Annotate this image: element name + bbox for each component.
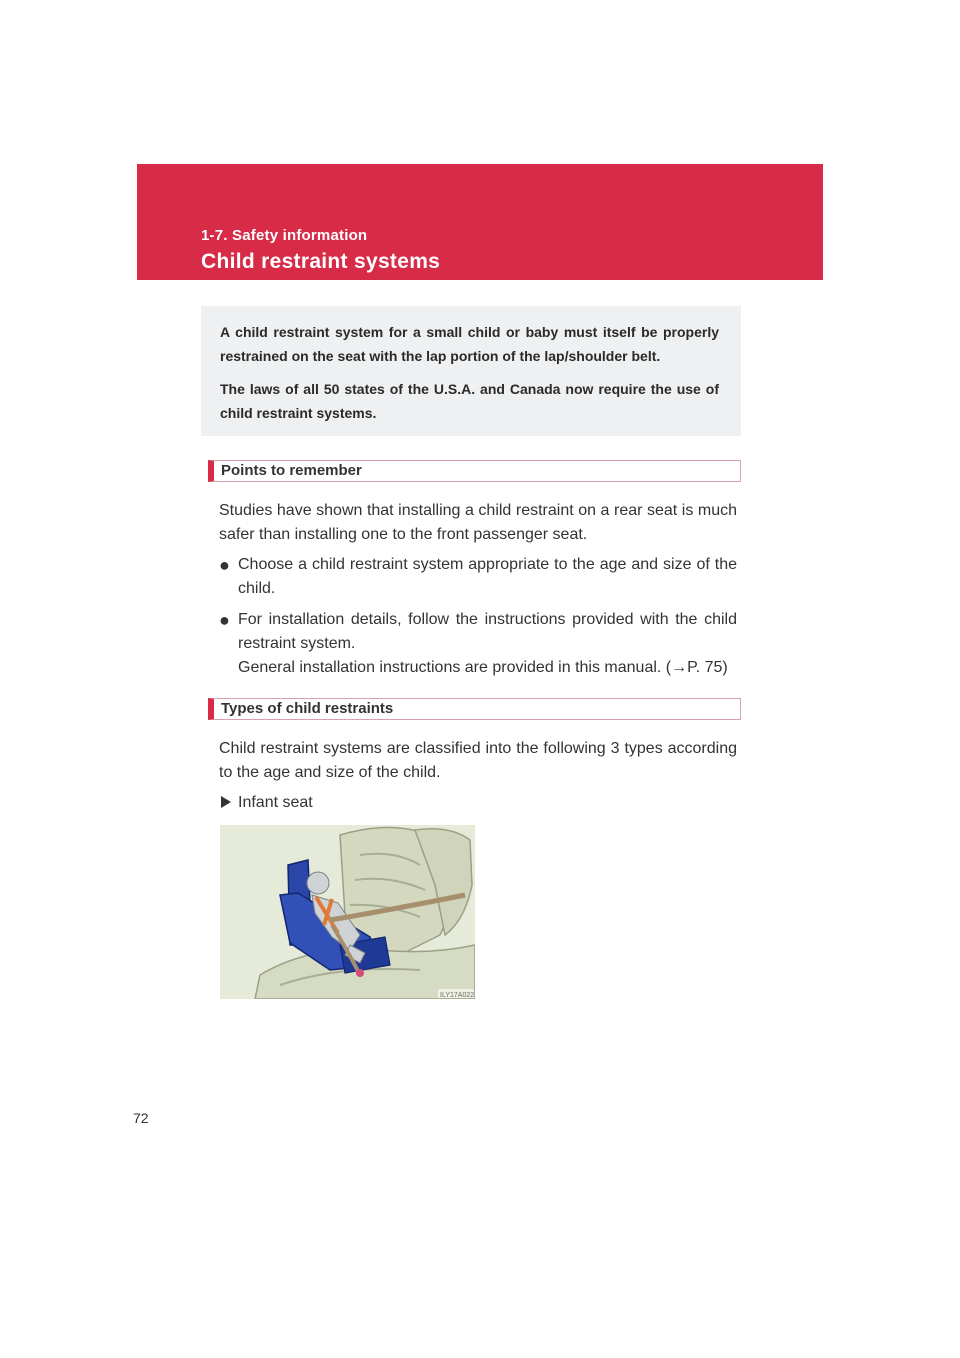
triangle-bullet-icon (221, 796, 231, 808)
bullet-dot-icon: ● (219, 610, 230, 630)
points-body: Studies have shown that installing a child restraint on a rear seat is much safer than installing one to the front passenger seat. (219, 502, 737, 543)
header-band (137, 164, 823, 280)
page-title: Child restraint systems (201, 250, 441, 273)
section-label: 1-7. Safety information (201, 227, 368, 244)
types-heading: Types of child restraints (208, 698, 741, 720)
intro-paragraph-1: A child restraint system for a small child or baby must itself be properly restrained on the seat with the lap portion of the lap/shoulder belt. (220, 324, 719, 364)
figure-code: ILY17A022 (440, 992, 475, 999)
bullet-extra-text: General installation instructions are provided in this manual. (→P. 75) (238, 659, 728, 676)
types-body: Child restraint systems are classified into the following 3 types according to the age and size of the child. (219, 740, 737, 781)
infant-seat-item (221, 791, 313, 815)
bullet-item (219, 608, 737, 680)
points-heading: Points to remember (208, 460, 741, 482)
page-number: 72 (133, 1110, 149, 1126)
intro-paragraph-2: The laws of all 50 states of the U.S.A. and Canada now require the use of child restraint systems. (220, 381, 719, 421)
infant-seat-label: Infant seat (238, 794, 313, 811)
bullet-text: For installation details, follow the instructions provided with the child restraint system. (238, 611, 737, 652)
intro-box (201, 306, 741, 436)
infant-seat-illustration (220, 825, 475, 999)
bullet-text: Choose a child restraint system appropriate to the age and size of the child. (238, 556, 737, 597)
bullet-item (219, 553, 737, 601)
bullet-dot-icon: ● (219, 555, 230, 575)
